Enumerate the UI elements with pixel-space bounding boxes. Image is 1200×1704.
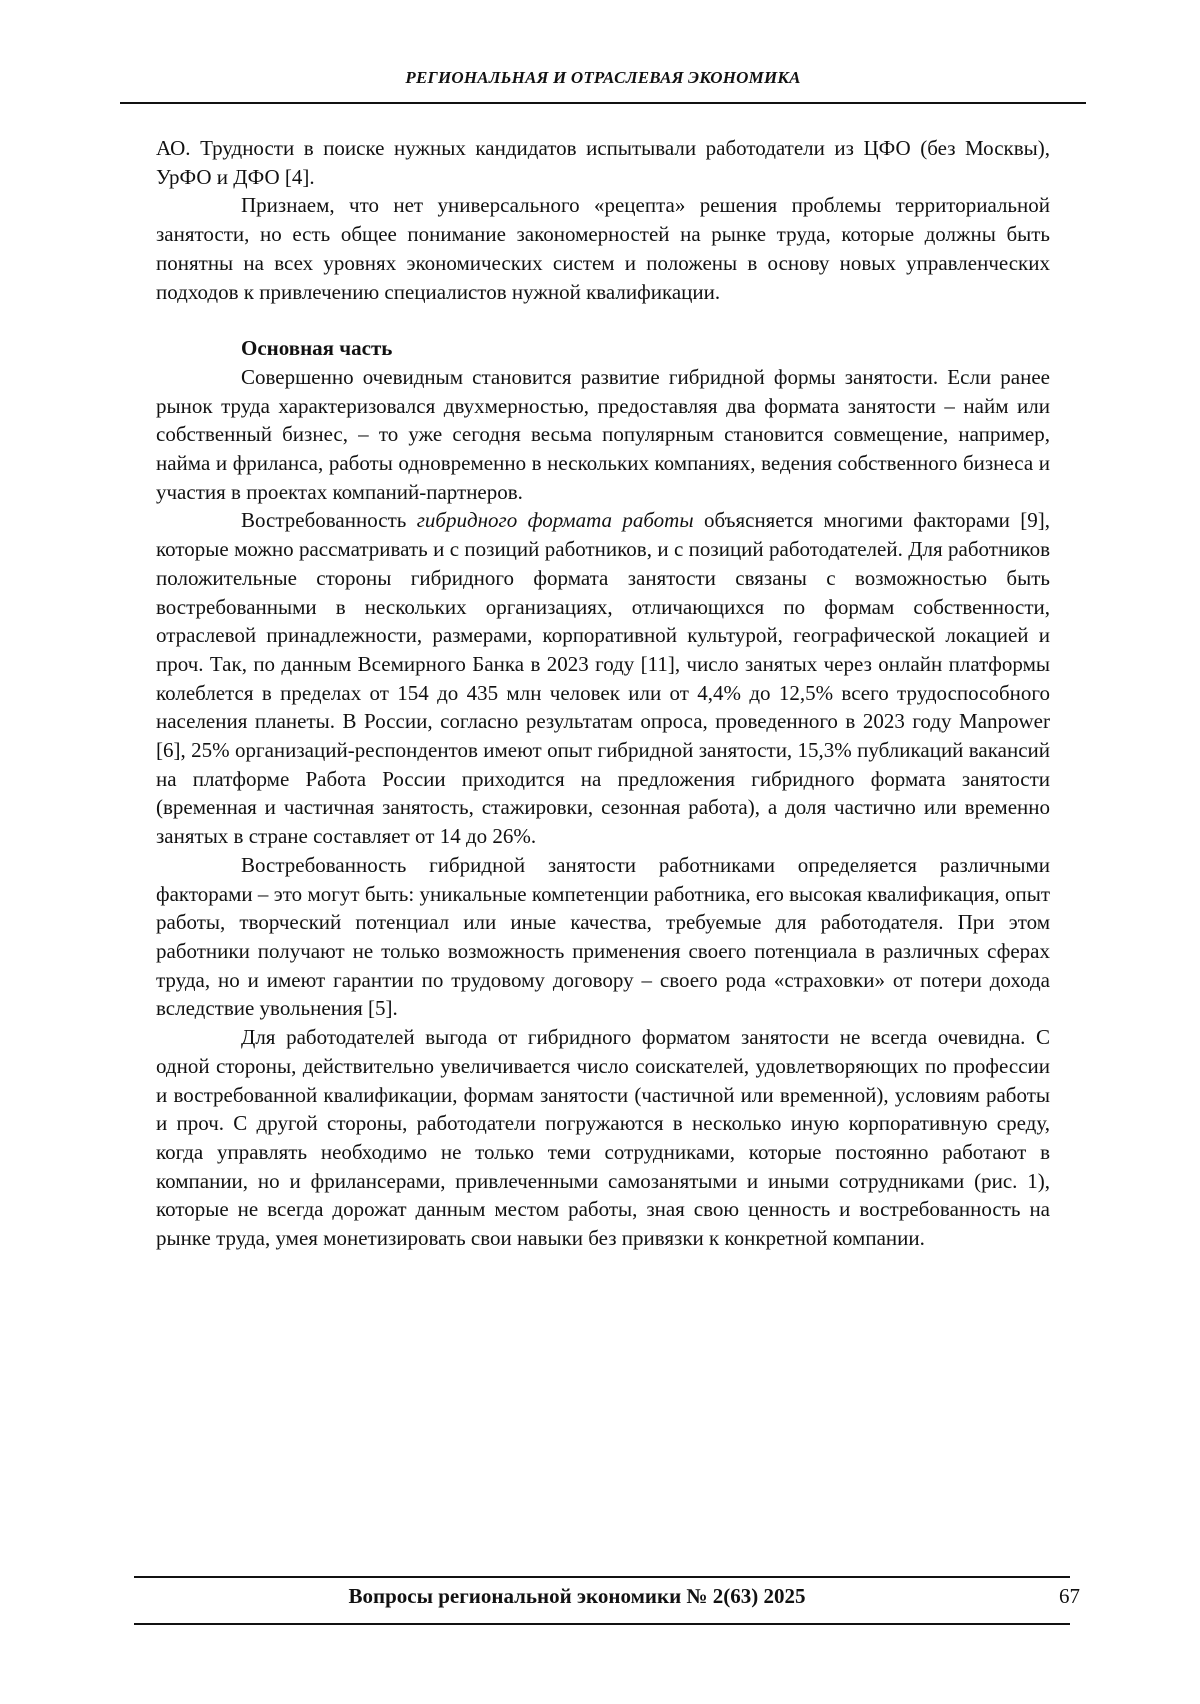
paragraph-continuation: АО. Трудности в поиске нужных кандидатов испытывали работодатели из ЦФО (без Москвы), УрФО и ДФО [4]. [156, 136, 1050, 189]
paragraph: Признаем, что нет универсального «рецепта» решения проблемы территориальной занятости, но есть общее понимание закономерностей на рынке труда, которые должны быть понятны на всех уровнях экономических систем и положены в основу новых управленческих подходов к привлечению специалистов нужной квалификации. [156, 193, 1050, 304]
section-heading: Основная часть [241, 336, 393, 361]
journal-title: Вопросы региональной экономики № 2(63) 2025 [348, 1584, 806, 1608]
paragraph-text: объясняется многими факторами [9], которые можно рассматривать и с позиций работников, и с позиций работодателей. Для работников положительные стороны гибридного формата занятости связаны с возможностью быть востребованными в нескольких организациях, отличающихся по формам собственности, отраслевой принадлежности, размерами, корпоративной культурой, географической локацией и проч. Так, по данным Всемирного Банка в 2023 году [11], число занятых через онлайн платформы колеблется в пределах от 154 до 435 млн человек или от 4,4% до 12,5% всего трудоспособного населения планеты. В России, согласно результатам опроса, проведенного в 2023 году Manpower [6], 25% организаций-респондентов имеют опыт гибридной занятости, 15,3% публикаций вакансий на платформе Работа России приходится на предложения гибридного формата занятости (временная и частичная занятость, стажировки, сезонная работа), а доля частично или временно занятых в стране составляет от 14 до 26%. [156, 508, 1050, 849]
footer-rule-top [134, 1576, 1070, 1578]
footer-rule-bottom [134, 1623, 1070, 1625]
article-body [156, 134, 1050, 1253]
paragraph: Совершенно очевидным становится развитие гибридной формы занятости. Если ранее рынок труда характеризовался двухмерностью, предоставляя два формата занятости – найм или собственный бизнес, – то уже сегодня весьма популярным становится совмещение, например, найма и фриланса, работы одновременно в нескольких компаниях, ведения собственного бизнеса и участия в проектах компаний-партнеров. [156, 364, 1050, 504]
paragraph: Востребованность гибридной занятости работниками определяется различными факторами – это могут быть: уникальные компетенции работника, его высокая квалификация, опыт работы, творческий потенциал или иные качества, требуемые для работодателя. При этом работники получают не только возможность применения своего потенциала в различных сферах труда, но и имеют гарантии по трудовому договору – своего рода «страховки» от потери дохода вследствие увольнения [5]. [156, 852, 1050, 1021]
paragraph-text: Востребованность [241, 508, 417, 533]
page-number: 67 [1059, 1584, 1080, 1608]
italic-term: гибридного формата работы [416, 508, 694, 533]
running-header: РЕГИОНАЛЬНАЯ И ОТРАСЛЕВАЯ ЭКОНОМИКА [405, 68, 801, 87]
header-rule [120, 102, 1086, 104]
paragraph: Для работодателей выгода от гибридного форматом занятости не всегда очевидна. С одной стороны, действительно увеличивается число соискателей, удовлетворяющих по профессии и востребованной квалификации, формам занятости (частичной или временной), условиям работы и проч. С другой стороны, работодатели погружаются в несколько иную корпоративную среду, когда управлять необходимо не только теми сотрудниками, которые постоянно работают в компании, но и фрилансерами, привлеченными самозанятыми и иными сотрудниками (рис. 1), которые не всегда дорожат данным местом работы, зная свою ценность и востребованность на рынке труда, умея монетизировать свои навыки без привязки к конкретной компании. [156, 1025, 1050, 1251]
paragraph [156, 506, 1050, 850]
